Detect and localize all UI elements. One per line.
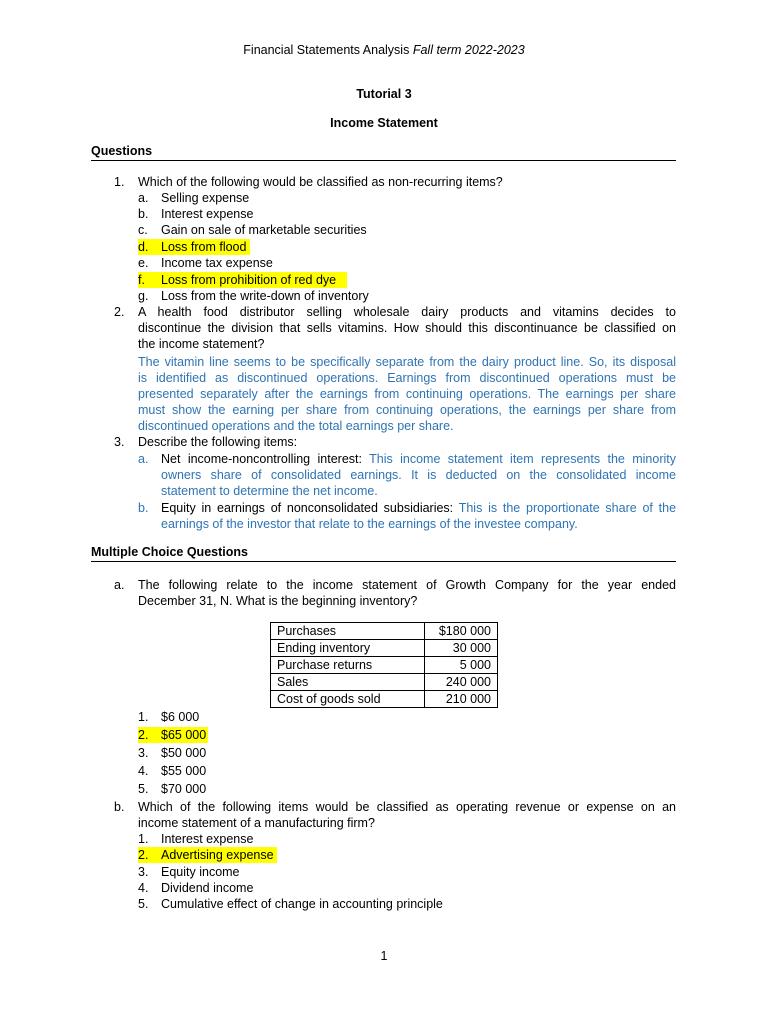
questions-heading: Questions	[91, 144, 676, 161]
q2-answer-line: The vitamin line seems to be specifically separate from the dairy product line. So, its disposal	[138, 355, 676, 369]
mcq-b-option-num: 5.	[138, 897, 149, 911]
mcq-b-option: Interest expense	[161, 832, 254, 846]
table-cell-value: $180 000	[425, 623, 498, 640]
q2-text-line: A health food distributor selling wholesale dairy products and vitamins decides to	[138, 305, 676, 319]
q1-option-text: Loss from flood	[161, 240, 247, 254]
q1-option-letter: g.	[138, 289, 149, 303]
mcq-b-option: Cumulative effect of change in accounting principle	[161, 897, 443, 911]
mcq-b-letter: b.	[114, 800, 125, 814]
table-row	[271, 623, 498, 640]
table-row	[271, 691, 498, 708]
q3-text: Describe the following items:	[138, 435, 298, 449]
mcq-a-option: $50 000	[161, 746, 207, 760]
q1-option: Gain on sale of marketable securities	[161, 223, 367, 237]
table-cell-label: Purchases	[271, 623, 425, 640]
mcq-a-option-highlighted	[138, 727, 208, 743]
q1-option: Interest expense	[161, 207, 254, 221]
mcq-a-option-text: $65 000	[161, 728, 207, 742]
q1-option-highlighted	[138, 272, 347, 288]
mcq-a-text-line: The following relate to the income statement of Growth Company for the year ended	[138, 578, 676, 592]
mcq-b-text-line: income statement of a manufacturing firm?	[138, 816, 375, 830]
mcq-b-text-line: Which of the following items would be classified as operating revenue or expense on an	[138, 800, 676, 814]
q1-option-highlighted	[138, 239, 250, 255]
mcq-b-option: Equity income	[161, 865, 240, 879]
q1-option-text: Loss from prohibition of red dye	[161, 273, 337, 287]
mcq-a-option: $55 000	[161, 764, 207, 778]
q3-item-line	[161, 500, 676, 516]
table-cell-label: Cost of goods sold	[271, 691, 425, 708]
q1-option-letter: a.	[138, 191, 149, 205]
q1-option-letter: c.	[138, 223, 148, 237]
q1-text: Which of the following would be classified as non-recurring items?	[138, 175, 503, 189]
table-cell-label: Purchase returns	[271, 657, 425, 674]
mcq-a-option-num: 5.	[138, 782, 149, 796]
mcq-b-option-num: 4.	[138, 881, 149, 895]
mcq-a-text-line: December 31, N. What is the beginning inventory?	[138, 594, 418, 608]
table-cell-label: Sales	[271, 674, 425, 691]
q3-item-term: Net income-noncontrolling interest:	[161, 452, 362, 466]
q1-option: Loss from the write-down of inventory	[161, 289, 369, 303]
mcq-a-option-num: 2.	[138, 728, 149, 742]
q2-text-line: discontinue the division that sells vitamins. How should this discontinuance be classified on	[138, 321, 676, 335]
q1-option-letter: d.	[138, 240, 149, 254]
mcq-a-option-num: 1.	[138, 710, 149, 724]
mcq-b-option-highlighted	[138, 847, 277, 863]
q3-item-answer: This is the proportionate share of the	[458, 501, 677, 515]
inventory-table	[270, 622, 498, 708]
mcq-b-option-text: Advertising expense	[161, 848, 274, 862]
q2-text-line: the income statement?	[138, 337, 265, 351]
q3-item-letter: b.	[138, 501, 149, 515]
page-header	[0, 43, 768, 57]
q2-number: 2.	[114, 305, 125, 319]
q1-option: Selling expense	[161, 191, 250, 205]
q1-option-letter: b.	[138, 207, 149, 221]
course-name: Financial Statements Analysis	[243, 43, 410, 57]
q3-number: 3.	[114, 435, 125, 449]
q3-item-answer-line: earnings of the investor that relate to the earnings of the investee company.	[161, 517, 578, 531]
q3-item-term: Equity in earnings of nonconsolidated subsidiaries:	[161, 501, 454, 515]
q3-item-answer-line: owners share of consolidated earnings. It is deducted on the consolidated income	[161, 468, 676, 482]
q2-answer-line: is identified as discontinued operations. Earnings from discontinued operations must be	[138, 371, 676, 385]
table-row	[271, 674, 498, 691]
table-cell-value: 30 000	[425, 640, 498, 657]
subtitle: Income Statement	[330, 116, 438, 130]
mcq-a-option-num: 3.	[138, 746, 149, 760]
q1-option: Income tax expense	[161, 256, 273, 270]
mcq-a-letter: a.	[114, 578, 125, 592]
q1-option-letter: e.	[138, 256, 149, 270]
q3-item-answer-line: statement to determine the net income.	[161, 484, 378, 498]
q1-number: 1.	[114, 175, 125, 189]
table-cell-value: 210 000	[425, 691, 498, 708]
table-row	[271, 640, 498, 657]
page-number: 1	[380, 949, 388, 963]
table-cell-label: Ending inventory	[271, 640, 425, 657]
mcq-a-option-num: 4.	[138, 764, 149, 778]
mcq-heading: Multiple Choice Questions	[91, 545, 676, 562]
mcq-b-option-num: 3.	[138, 865, 149, 879]
q2-answer-line: discontinued operations and the total earnings per share.	[138, 419, 454, 433]
q1-option-letter: f.	[138, 273, 145, 287]
q2-answer-line: must show the earning per share from continuing operations, the earnings per share from	[138, 403, 676, 417]
q3-item-line	[161, 451, 676, 467]
q3-item-letter: a.	[138, 452, 149, 466]
mcq-b-option-num: 2.	[138, 848, 149, 862]
tutorial-title: Tutorial 3	[356, 87, 412, 101]
mcq-b-option: Dividend income	[161, 881, 254, 895]
table-cell-value: 240 000	[425, 674, 498, 691]
table-cell-value: 5 000	[425, 657, 498, 674]
term: Fall term 2022-2023	[412, 43, 525, 57]
q3-item-answer: This income statement item represents the minority	[369, 452, 676, 466]
table-row	[271, 657, 498, 674]
q2-answer-line: presented separately after the earnings from continuing operations. The earnings per share	[138, 387, 676, 401]
mcq-b-option-num: 1.	[138, 832, 149, 846]
mcq-a-option: $70 000	[161, 782, 207, 796]
mcq-a-option: $6 000	[161, 710, 200, 724]
